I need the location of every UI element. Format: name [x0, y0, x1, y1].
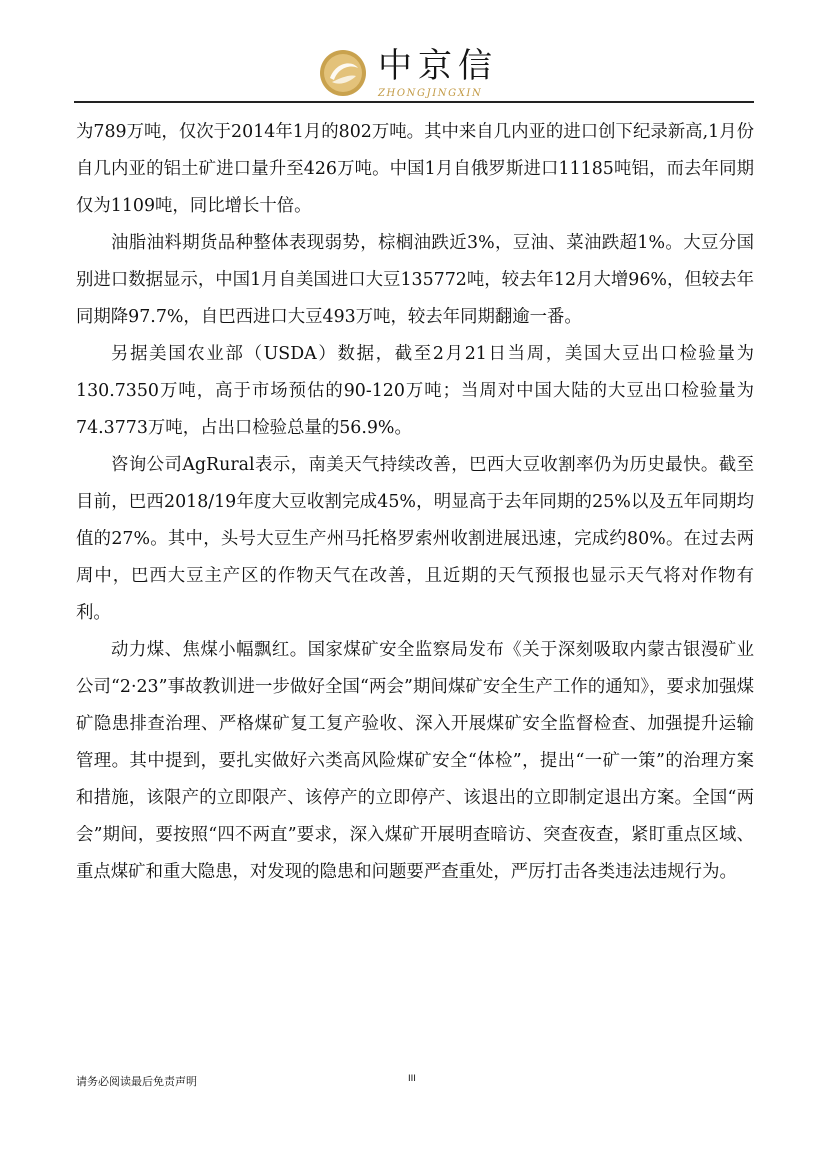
footer-disclaimer: 请务必阅读最后免责声明: [76, 1075, 197, 1088]
paragraph-bauxite-imports: 为789万吨，仅次于2014年1月的802万吨。其中来自几内亚的进口创下纪录新高,1月份自几内亚的铝土矿进口量升至426万吨。中国1月自俄罗斯进口11185吨铝，而去年同期仅为1109吨，同比增长十倍。: [76, 122, 754, 216]
paragraph-oilseeds: 油脂油料期货品种整体表现弱势，棕榈油跌近3%，豆油、菜油跌超1%。大豆分国别进口数据显示，中国1月自美国进口大豆135772吨，较去年12月大增96%，但较去年同期降97.7%，自巴西进口大豆493万吨，较去年同期翻逾一番。: [76, 233, 754, 327]
header-divider: [74, 101, 754, 103]
logo-text-cn: 中京信: [378, 46, 498, 86]
document-body: [76, 114, 754, 891]
logo-text-en: ZHONGJINGXIN: [378, 88, 483, 99]
paragraph-brazil-harvest: 咨询公司AgRural表示，南美天气持续改善，巴西大豆收割率仍为历史最快。截至目前，巴西2018/19年度大豆收割完成45%，明显高于去年同期的25%以及五年同期均值的27%。其中，头号大豆生产州马托格罗索州收割进展迅速，完成约80%。在过去两周中，巴西大豆主产区的作物天气在改善，且近期的天气预报也显示天气将对作物有利。: [76, 455, 754, 623]
paragraph-coal-safety: 动力煤、焦煤小幅飘红。国家煤矿安全监察局发布《关于深刻吸取内蒙古银漫矿业公司“2·23”事故教训进一步做好全国“两会”期间煤矿安全生产工作的通知》，要求加强煤矿隐患排查治理、严格煤矿复工复产验收、深入开展煤矿安全监督检查、加强提升运输管理。其中提到，要扎实做好六类高风险煤矿安全“体检”，提出“一矿一策”的治理方案和措施，该限产的立即限产、该停产的立即停产、该退出的立即制定退出方案。全国“两会”期间，要按照“四不两直”要求，深入煤矿开展明查暗访、突查夜查，紧盯重点区域、重点煤矿和重大隐患，对发现的隐患和问题要严查重处，严厉打击各类违法违规行为。: [76, 640, 754, 882]
paragraph-usda-soybean: 另据美国农业部（USDA）数据，截至2月21日当周，美国大豆出口检验量为130.7350万吨，高于市场预估的90-120万吨；当周对中国大陆的大豆出口检验量为74.3773万吨，占出口检验总量的56.9%。: [76, 344, 754, 438]
zhongjingxin-logo-icon: [318, 48, 368, 98]
page-number: III: [408, 1074, 416, 1084]
page-header: [0, 0, 827, 112]
